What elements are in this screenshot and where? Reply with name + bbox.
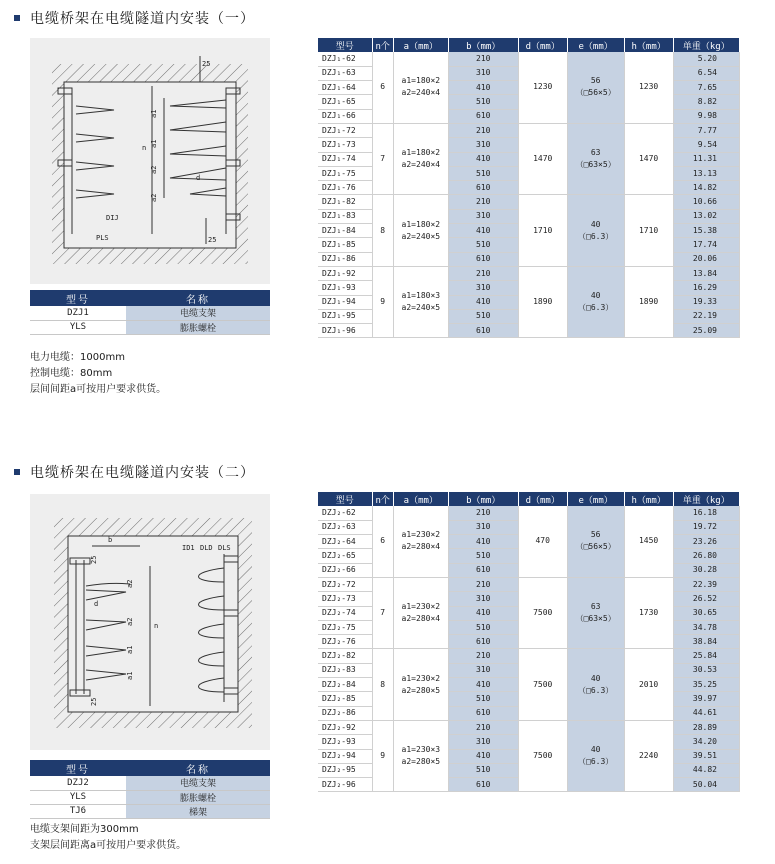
tunnel-installation-diagram-1 (30, 38, 270, 284)
a-cell (393, 577, 448, 648)
model-cell: DZJ₂-82 (318, 649, 372, 663)
legend-table-2 (30, 760, 270, 819)
spec-table-1 (318, 38, 740, 338)
e-spec: （□63×5） (575, 614, 616, 624)
b-cell: 610 (448, 181, 518, 195)
legend-name: 电缆支架 (126, 306, 270, 320)
d-cell: 7500 (518, 720, 567, 791)
b-cell: 510 (448, 549, 518, 563)
h-cell: 1890 (624, 266, 673, 337)
d-cell: 470 (518, 506, 567, 577)
a1-value: a1=180×2 (401, 148, 441, 158)
note-line: 层间间距a可按用户要求供货。 (30, 384, 167, 395)
weight-cell: 9.54 (673, 138, 739, 152)
b-cell: 410 (448, 295, 518, 309)
model-cell: DZJ₁-64 (318, 81, 372, 95)
model-cell: DZJ₁-85 (318, 238, 372, 252)
b-cell: 510 (448, 309, 518, 323)
e-value: 40 (590, 745, 601, 755)
diagram-2 (30, 494, 270, 750)
weight-cell: 9.98 (673, 109, 739, 123)
b-cell: 610 (448, 563, 518, 577)
b-cell: 310 (448, 66, 518, 80)
b-cell: 310 (448, 138, 518, 152)
legend-table-1 (30, 290, 270, 335)
d-cell: 1890 (518, 266, 567, 337)
weight-cell: 7.77 (673, 123, 739, 137)
dim-label-n: n (142, 144, 147, 152)
weight-cell: 5.20 (673, 52, 739, 66)
a-cell (393, 123, 448, 194)
notes-1 (30, 350, 166, 398)
b-cell: 310 (448, 663, 518, 677)
weight-cell: 19.72 (673, 520, 739, 534)
weight-cell: 30.65 (673, 606, 739, 620)
spec-header: 单重（kg） (673, 38, 739, 52)
h-cell: 2010 (624, 649, 673, 720)
model-cell: DZJ₂-94 (318, 749, 372, 763)
d-cell: 1230 (518, 52, 567, 123)
model-cell: DZJ₂-93 (318, 735, 372, 749)
spec-header: n个 (372, 38, 393, 52)
weight-cell: 13.02 (673, 209, 739, 223)
weight-cell: 44.61 (673, 706, 739, 720)
a1-value: a1=230×2 (401, 602, 441, 612)
legend-header-name: 名称 (126, 290, 270, 306)
b-cell: 410 (448, 81, 518, 95)
n-cell: 7 (372, 577, 393, 648)
b-cell: 210 (448, 506, 518, 520)
b-cell: 310 (448, 281, 518, 295)
model-cell: DZJ₁-95 (318, 309, 372, 323)
model-cell: DZJ₁-65 (318, 95, 372, 109)
b-cell: 210 (448, 649, 518, 663)
dim-label-top: 25 (202, 60, 211, 68)
spec-header: 单重（kg） (673, 492, 739, 506)
legend-row (30, 776, 270, 790)
a1-value: a1=180×2 (401, 219, 441, 229)
dim-label-a2-bot: a2 (150, 193, 158, 202)
weight-cell: 22.19 (673, 309, 739, 323)
weight-cell: 22.39 (673, 577, 739, 591)
model-cell: DZJ₂-65 (318, 549, 372, 563)
label-dls: DLS (218, 544, 231, 552)
a2-value: a2=280×4 (401, 542, 441, 552)
weight-cell: 39.97 (673, 692, 739, 706)
e-spec: （□63×5） (575, 160, 616, 170)
weight-cell: 25.84 (673, 649, 739, 663)
model-cell: DZJ₁-66 (318, 109, 372, 123)
e-cell (567, 720, 624, 791)
dim-label-a1-top: a1 (150, 109, 158, 118)
b-cell: 410 (448, 152, 518, 166)
model-cell: DZJ₁-75 (318, 166, 372, 180)
e-spec: （□6.3） (578, 757, 614, 767)
weight-cell: 34.20 (673, 735, 739, 749)
weight-cell: 28.89 (673, 720, 739, 734)
b-cell: 310 (448, 592, 518, 606)
e-value: 40 (590, 673, 601, 683)
a1-value: a1=180×3 (401, 291, 441, 301)
tunnel-installation-diagram-2 (30, 494, 270, 750)
weight-cell: 13.84 (673, 266, 739, 280)
b-cell: 510 (448, 238, 518, 252)
legend-model: TJ6 (30, 804, 126, 818)
b-cell: 610 (448, 252, 518, 266)
a2-value: a2=240×4 (401, 160, 441, 170)
weight-cell: 19.33 (673, 295, 739, 309)
dim-label-a1-mid: a1 (150, 139, 158, 148)
e-value: 40 (590, 291, 601, 301)
legend-model: DZJ2 (30, 776, 126, 790)
legend-name: 膨胀螺栓 (126, 790, 270, 804)
model-cell: DZJ₁-82 (318, 195, 372, 209)
weight-cell: 20.06 (673, 252, 739, 266)
notes-2 (30, 822, 186, 854)
table-row (318, 720, 740, 734)
b-cell: 610 (448, 706, 518, 720)
b-cell: 210 (448, 52, 518, 66)
legend-header-name: 名称 (126, 760, 270, 776)
legend-model: DZJ1 (30, 306, 126, 320)
e-cell (567, 506, 624, 577)
a2-value: a2=280×5 (401, 757, 441, 767)
model-cell: DZJ₁-94 (318, 295, 372, 309)
e-value: 56 (590, 76, 601, 86)
model-cell: DZJ₂-86 (318, 706, 372, 720)
dim-label-bottom: 25 (90, 697, 98, 706)
spec-header: a（mm） (393, 492, 448, 506)
e-cell (567, 195, 624, 266)
dim-label-a2-mid: a2 (150, 165, 158, 174)
e-cell (567, 266, 624, 337)
weight-cell: 16.29 (673, 281, 739, 295)
spec-header: n个 (372, 492, 393, 506)
dim-label-a2-mid: a2 (126, 617, 134, 626)
h-cell: 1730 (624, 577, 673, 648)
spec-header: b（mm） (448, 38, 518, 52)
h-cell: 1710 (624, 195, 673, 266)
e-spec: （□56×5） (575, 88, 616, 98)
weight-cell: 14.82 (673, 181, 739, 195)
model-cell: DZJ₂-63 (318, 520, 372, 534)
weight-cell: 6.54 (673, 66, 739, 80)
dim-label-b: b (108, 536, 113, 544)
dim-label-d: d (196, 174, 201, 182)
legend-row (30, 320, 270, 334)
e-value: 63 (590, 148, 601, 158)
n-cell: 8 (372, 649, 393, 720)
b-cell: 610 (448, 324, 518, 338)
table-row (318, 649, 740, 663)
model-cell: DZJ₁-62 (318, 52, 372, 66)
model-cell: DZJ₂-92 (318, 720, 372, 734)
b-cell: 610 (448, 109, 518, 123)
model-cell: DZJ₂-74 (318, 606, 372, 620)
section-title-text: 电缆桥架在电缆隧道内安装（二） (30, 465, 255, 481)
b-cell: 510 (448, 692, 518, 706)
label-id1: ID1 (182, 544, 195, 552)
model-cell: DZJ₁-93 (318, 281, 372, 295)
table-row (318, 195, 740, 209)
a1-value: a1=230×2 (401, 530, 441, 540)
n-cell: 9 (372, 720, 393, 791)
note-line: 控制电缆：80mm (30, 368, 113, 379)
e-spec: （□6.3） (578, 685, 614, 695)
weight-cell: 17.74 (673, 238, 739, 252)
weight-cell: 7.65 (673, 81, 739, 95)
a2-value: a2=240×5 (401, 303, 441, 313)
d-cell: 7500 (518, 649, 567, 720)
bullet-icon (14, 15, 20, 21)
weight-cell: 26.80 (673, 549, 739, 563)
weight-cell: 10.66 (673, 195, 739, 209)
e-spec: （□56×5） (575, 542, 616, 552)
dim-label-bottom: 25 (208, 236, 217, 244)
b-cell: 610 (448, 778, 518, 792)
spec-header: h（mm） (624, 38, 673, 52)
model-cell: DZJ₂-66 (318, 563, 372, 577)
note-line: 电缆支架间距为300mm (30, 824, 139, 835)
legend-model: YLS (30, 320, 126, 334)
e-spec: （□6.3） (578, 303, 614, 313)
weight-cell: 35.25 (673, 678, 739, 692)
n-cell: 9 (372, 266, 393, 337)
weight-cell: 11.31 (673, 152, 739, 166)
spec-header: d（mm） (518, 38, 567, 52)
bullet-icon (14, 469, 20, 475)
model-cell: DZJ₂-62 (318, 506, 372, 520)
section-title-text: 电缆桥架在电缆隧道内安装（一） (30, 11, 255, 27)
table-row (318, 123, 740, 137)
weight-cell: 23.26 (673, 535, 739, 549)
legend-name: 膨胀螺栓 (126, 320, 270, 334)
e-cell (567, 649, 624, 720)
weight-cell: 39.51 (673, 749, 739, 763)
dim-label-top: 25 (90, 555, 98, 564)
section-title-1 (14, 8, 255, 28)
table-row (318, 266, 740, 280)
b-cell: 310 (448, 209, 518, 223)
b-cell: 510 (448, 95, 518, 109)
model-cell: DZJ₁-76 (318, 181, 372, 195)
weight-cell: 34.78 (673, 620, 739, 634)
b-cell: 210 (448, 266, 518, 280)
n-cell: 7 (372, 123, 393, 194)
note-line: 支架层间距离a可按用户要求供货。 (30, 840, 187, 851)
spec-header: 型号 (318, 38, 372, 52)
weight-cell: 30.53 (673, 663, 739, 677)
weight-cell: 30.28 (673, 563, 739, 577)
h-cell: 1450 (624, 506, 673, 577)
b-cell: 610 (448, 635, 518, 649)
spec-header: a（mm） (393, 38, 448, 52)
weight-cell: 13.13 (673, 166, 739, 180)
b-cell: 410 (448, 535, 518, 549)
legend-header-model: 型号 (30, 760, 126, 776)
model-cell: DZJ₁-96 (318, 324, 372, 338)
model-cell: DZJ₁-73 (318, 138, 372, 152)
b-cell: 510 (448, 620, 518, 634)
d-cell: 1710 (518, 195, 567, 266)
weight-cell: 15.38 (673, 224, 739, 238)
e-cell (567, 52, 624, 123)
e-value: 56 (590, 530, 601, 540)
dim-label-n: n (154, 622, 159, 630)
table-row (318, 52, 740, 66)
spec-header: e（mm） (567, 38, 624, 52)
weight-cell: 50.04 (673, 778, 739, 792)
legend-row (30, 306, 270, 320)
model-cell: DZJ₂-85 (318, 692, 372, 706)
a-cell (393, 195, 448, 266)
model-cell: DZJ₂-95 (318, 763, 372, 777)
b-cell: 410 (448, 678, 518, 692)
b-cell: 510 (448, 763, 518, 777)
weight-cell: 16.18 (673, 506, 739, 520)
label-dij: DIJ (106, 214, 119, 222)
b-cell: 310 (448, 735, 518, 749)
e-spec: （□6.3） (578, 231, 614, 241)
a2-value: a2=240×5 (401, 231, 441, 241)
weight-cell: 38.84 (673, 635, 739, 649)
weight-cell: 8.82 (673, 95, 739, 109)
model-cell: DZJ₂-83 (318, 663, 372, 677)
e-cell (567, 577, 624, 648)
spec-header: h（mm） (624, 492, 673, 506)
e-value: 40 (590, 219, 601, 229)
legend-name: 梯架 (126, 804, 270, 818)
legend-row (30, 804, 270, 818)
legend-name: 电缆支架 (126, 776, 270, 790)
model-cell: DZJ₁-83 (318, 209, 372, 223)
h-cell: 1470 (624, 123, 673, 194)
b-cell: 210 (448, 123, 518, 137)
weight-cell: 44.82 (673, 763, 739, 777)
dim-label-a2-top: a2 (126, 579, 134, 588)
model-cell: DZJ₂-73 (318, 592, 372, 606)
a-cell (393, 52, 448, 123)
model-cell: DZJ₁-86 (318, 252, 372, 266)
spec-header: 型号 (318, 492, 372, 506)
a2-value: a2=280×5 (401, 685, 441, 695)
b-cell: 210 (448, 720, 518, 734)
dim-label-a1-mid: a1 (126, 645, 134, 654)
spec-header: e（mm） (567, 492, 624, 506)
b-cell: 510 (448, 166, 518, 180)
model-cell: DZJ₁-72 (318, 123, 372, 137)
n-cell: 8 (372, 195, 393, 266)
note-line: 电力电缆：1000mm (30, 352, 125, 363)
b-cell: 410 (448, 749, 518, 763)
a1-value: a1=230×3 (401, 745, 441, 755)
e-value: 63 (590, 602, 601, 612)
a1-value: a1=230×2 (401, 673, 441, 683)
a2-value: a2=280×4 (401, 614, 441, 624)
d-cell: 7500 (518, 577, 567, 648)
model-cell: DZJ₂-84 (318, 678, 372, 692)
model-cell: DZJ₂-64 (318, 535, 372, 549)
n-cell: 6 (372, 506, 393, 577)
weight-cell: 25.09 (673, 324, 739, 338)
label-pls: PLS (96, 234, 109, 242)
spec-header: d（mm） (518, 492, 567, 506)
b-cell: 210 (448, 577, 518, 591)
table-row (318, 577, 740, 591)
spec-table-2 (318, 492, 740, 792)
a2-value: a2=240×4 (401, 88, 441, 98)
model-cell: DZJ₁-84 (318, 224, 372, 238)
model-cell: DZJ₁-63 (318, 66, 372, 80)
a-cell (393, 266, 448, 337)
n-cell: 6 (372, 52, 393, 123)
legend-model: YLS (30, 790, 126, 804)
h-cell: 2240 (624, 720, 673, 791)
a-cell (393, 720, 448, 791)
b-cell: 410 (448, 224, 518, 238)
model-cell: DZJ₂-76 (318, 635, 372, 649)
d-cell: 1470 (518, 123, 567, 194)
model-cell: DZJ₁-92 (318, 266, 372, 280)
model-cell: DZJ₂-96 (318, 778, 372, 792)
a-cell (393, 506, 448, 577)
label-dld: DLD (200, 544, 213, 552)
h-cell: 1230 (624, 52, 673, 123)
weight-cell: 26.52 (673, 592, 739, 606)
a1-value: a1=180×2 (401, 76, 441, 86)
legend-header-model: 型号 (30, 290, 126, 306)
dim-label-a1-bot: a1 (126, 671, 134, 680)
a-cell (393, 649, 448, 720)
b-cell: 210 (448, 195, 518, 209)
b-cell: 310 (448, 520, 518, 534)
section-title-2 (14, 462, 255, 482)
diagram-1 (30, 38, 270, 284)
model-cell: DZJ₂-72 (318, 577, 372, 591)
table-row (318, 506, 740, 520)
model-cell: DZJ₂-75 (318, 620, 372, 634)
dim-label-d: d (94, 600, 99, 608)
e-cell (567, 123, 624, 194)
b-cell: 410 (448, 606, 518, 620)
model-cell: DZJ₁-74 (318, 152, 372, 166)
spec-header: b（mm） (448, 492, 518, 506)
legend-row (30, 790, 270, 804)
